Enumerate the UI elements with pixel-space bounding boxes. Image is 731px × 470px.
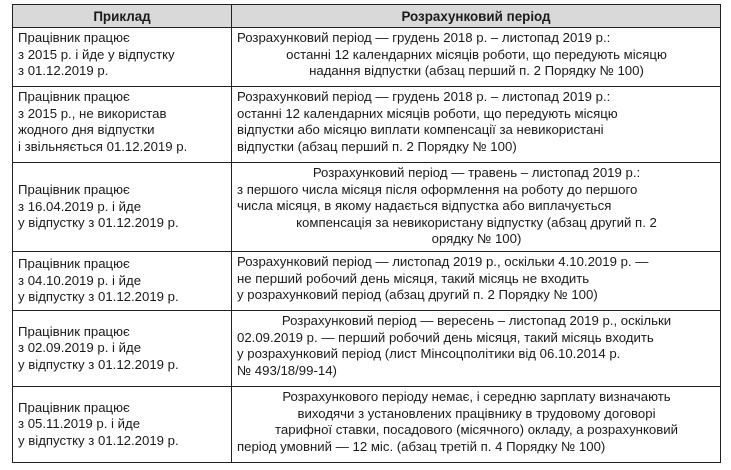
period-line: № 493/18/99-14) <box>237 362 337 378</box>
example-line: у відпустку з 01.12.2019 р. <box>18 432 179 448</box>
example-line: у відпустку з 01.12.2019 р. <box>18 215 179 231</box>
period-line: останні 12 календарних місяців роботи, що передують місяцю <box>286 46 667 62</box>
payroll-period-table-container <box>12 4 720 463</box>
period-line: останні 12 календарних місяців роботи, що передують місяцю <box>237 105 618 121</box>
header-example: Приклад <box>13 5 232 28</box>
example-cell <box>13 311 232 387</box>
example-line: у відпустку з 01.12.2019 р. <box>18 356 179 372</box>
example-line: з 01.12.2019 р. <box>18 63 109 79</box>
example-line: з 2015 р. і йде у відпустку <box>18 46 175 62</box>
period-line: Розрахунковий період — вересень – листопад 2019 р., оскільки <box>281 313 672 328</box>
table-row <box>13 28 721 87</box>
header-period: Розрахунковий період <box>232 5 721 28</box>
table-row <box>13 87 721 163</box>
settlement-period-table <box>12 4 721 463</box>
table-row <box>13 252 721 311</box>
period-line: орядку № 100) <box>431 231 522 247</box>
period-cell <box>232 387 721 463</box>
period-line: виходячи з установлених працівнику в трудовому договорі <box>297 405 656 421</box>
example-line: Працівник працює <box>18 89 130 104</box>
period-line: числа місяця, в якому надається відпустка або виплачується <box>237 198 612 214</box>
table-body <box>13 28 721 463</box>
table-row <box>13 387 721 463</box>
example-cell <box>13 28 232 87</box>
period-cell <box>232 311 721 387</box>
example-line: Працівник працює <box>18 399 130 415</box>
example-line: з 05.11.2019 р. і йде <box>18 416 141 432</box>
period-cell <box>232 87 721 163</box>
example-line: з 02.09.2019 р. і йде <box>18 340 142 356</box>
period-line: Розрахунковий період — грудень 2018 р. – листопад 2019 р.: <box>237 30 611 45</box>
example-cell <box>13 252 232 311</box>
example-line: жодного дня відпустки <box>18 122 155 138</box>
period-line: у розрахунковий період (абзац другий п. 2 Порядку № 100) <box>237 287 598 303</box>
example-cell <box>13 87 232 163</box>
period-line: Розрахунковий період — листопад 2019 р., оскільки 4.10.2019 р. — <box>237 254 649 269</box>
example-line: і звільняється 01.12.2019 р. <box>18 138 188 154</box>
example-cell <box>13 163 232 252</box>
period-line: відпустки (абзац перший п. 2 Порядку № 100) <box>237 138 517 154</box>
period-cell <box>232 163 721 252</box>
header-row <box>13 5 721 28</box>
period-line: відпустки або місяцю виплати компенсації за невикористані <box>237 122 604 138</box>
example-line: Працівник працює <box>18 256 130 272</box>
period-line: тарифної ставки, посадового (місячного) окладу, а розрахунковий <box>275 422 678 438</box>
example-line: Працівник працює <box>18 323 130 339</box>
example-line: у відпустку з 01.12.2019 р. <box>18 289 179 305</box>
period-cell <box>232 252 721 311</box>
period-line: у розрахунковий період (лист Мінсоцполітики від 06.10.2014 р. <box>237 346 621 362</box>
period-line: Розрахунковий період — травень – листопад 2019 р.: <box>312 165 641 180</box>
period-line: з першого числа місяця після оформлення на роботу до першого <box>237 181 638 197</box>
table-header <box>13 5 721 28</box>
period-line: Розрахунковий період — грудень 2018 р. – листопад 2019 р.: <box>237 89 611 104</box>
period-cell <box>232 28 721 87</box>
period-line: компенсація за невикористану відпустку (абзац другий п. 2 <box>296 214 657 230</box>
table-row <box>13 311 721 387</box>
example-cell <box>13 387 232 463</box>
period-line: надання відпустки (абзац перший п. 2 Порядку № 100) <box>309 63 644 79</box>
table-row <box>13 163 721 252</box>
period-line: період умовний — 12 міс. (абзац третій п. 4 Порядку № 100) <box>237 438 606 454</box>
example-line: з 04.10.2019 р. і йде <box>18 272 142 288</box>
period-line: Розрахункового періоду немає, і середню зарплату визначають <box>282 389 671 404</box>
period-line: не перший робочий день місяця, такий місяць не входить <box>237 270 590 286</box>
example-line: Працівник працює <box>18 182 130 198</box>
example-line: з 16.04.2019 р. і йде <box>18 198 142 214</box>
period-line: 02.09.2019 р. — перший робочий день місяця, такий місяць входить <box>237 329 654 345</box>
example-line: Працівник працює <box>18 30 130 45</box>
example-line: з 2015 р., не використав <box>18 105 167 121</box>
